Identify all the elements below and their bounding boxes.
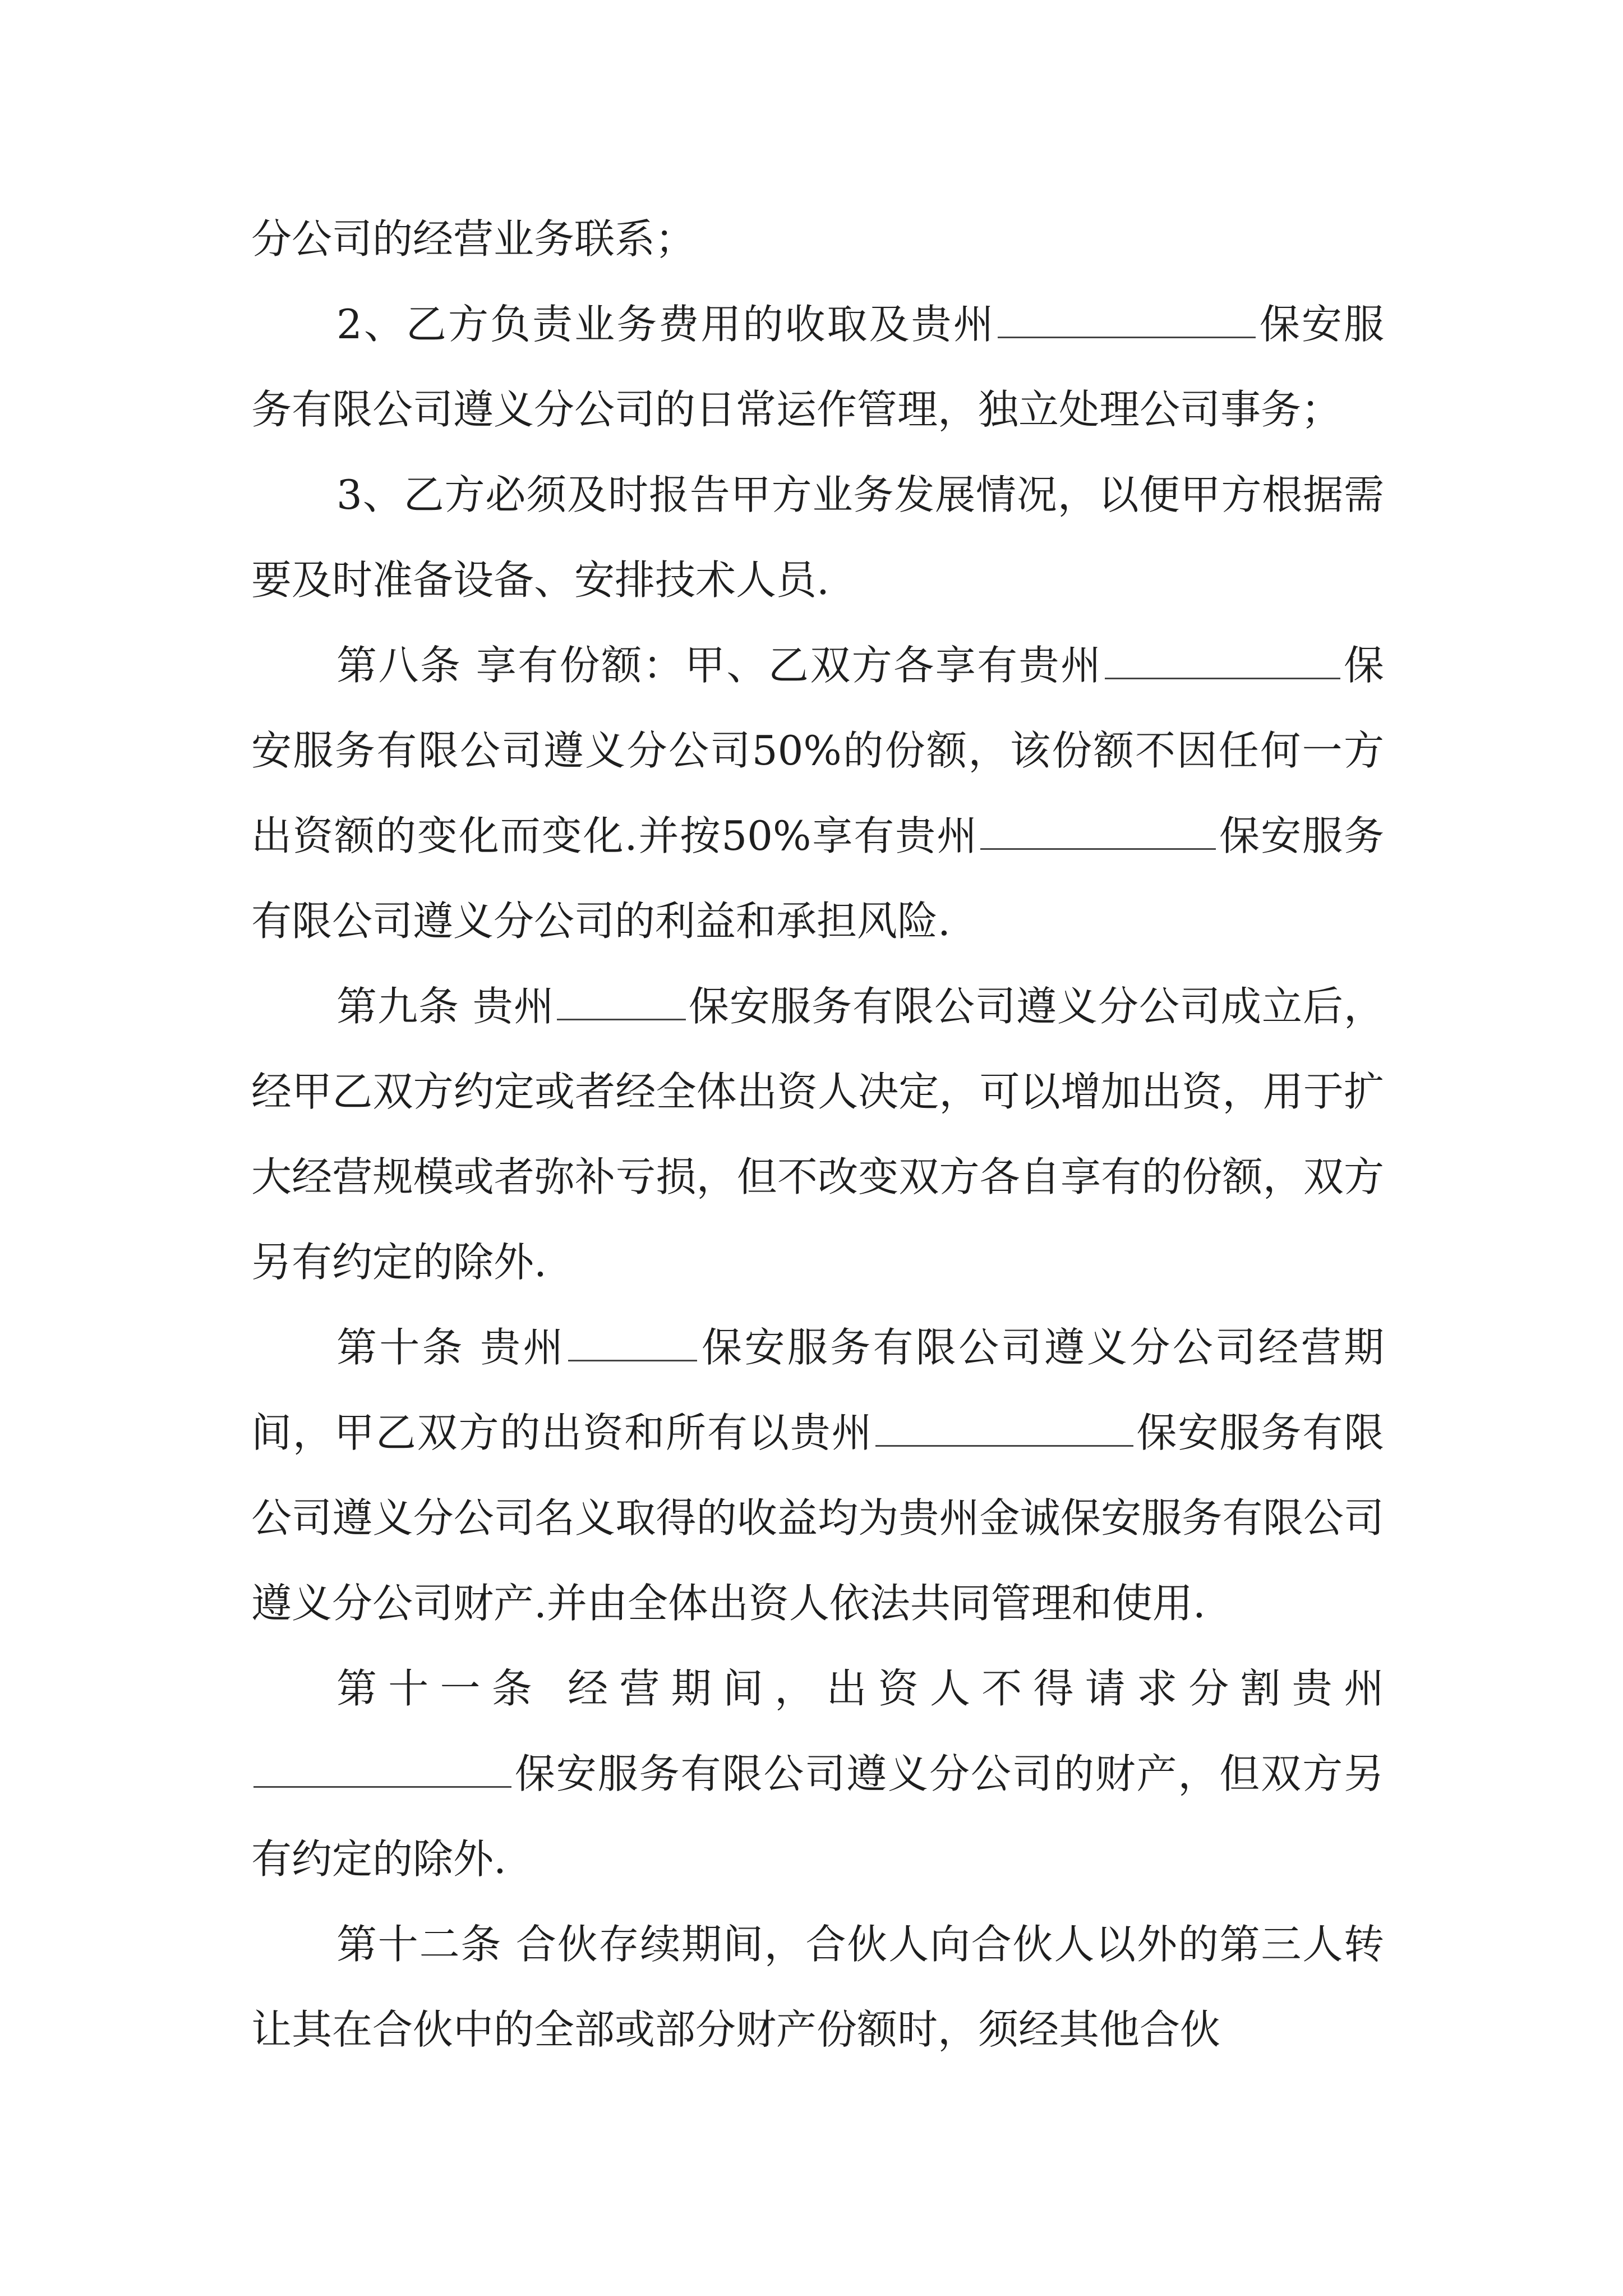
blank-underline [980, 815, 1216, 850]
article-9 [251, 964, 1384, 1305]
paragraph-text: 第十条 贵州 [336, 1324, 566, 1371]
article-11 [251, 1646, 1384, 1902]
paragraph-text: 保安服务有限公司遵义分公司名义取得的收益均为贵州金诚保安服务有限公司遵义分公司财产.并由全体出资人依法共同管理和使用. [251, 1409, 1384, 1627]
blank-underline [998, 303, 1256, 338]
blank-underline [568, 1326, 697, 1361]
blank-underline [875, 1411, 1133, 1447]
paragraph-text: 第十一条 经营期间，出资人不得请求分割贵州 [336, 1665, 1384, 1712]
paragraph-text: 3、乙方必须及时报告甲方业务发展情况，以便甲方根据需要及时准备设备、安排技术人员. [251, 471, 1384, 604]
paragraph-text: 第十二条 合伙存续期间，合伙人向合伙人以外的第三人转让其在合伙中的全部或部分财产份额时，须经其他合伙 [251, 1921, 1384, 2053]
paragraph-1 [251, 196, 1384, 282]
paragraph-text: 保安服务有限公司遵义分公司成立后，经甲乙双方约定或者经全体出资人决定，可以增加出资，用于扩大经营规模或者弥补亏损，但不改变双方各自享有的份额，双方另有约定的除外. [251, 983, 1384, 1286]
paragraph-text: 保安服务有限公司遵义分公司的财产，但双方另有约定的除外. [251, 1750, 1384, 1883]
paragraph-text: 保安服务有限公司遵义分公司50%的份额，该份额不因任何一方出资额的变化而变化.并按50%享有贵州 [251, 642, 1384, 859]
paragraph-text: 保安服务有限公司遵义分公司经营期间，甲乙双方的出资和所有以贵州 [251, 1324, 1384, 1456]
paragraph-text: 第九条 贵州 [336, 983, 555, 1030]
paragraph-text: 第八条 享有份额：甲、乙双方各享有贵州 [336, 642, 1103, 689]
document-body [251, 196, 1384, 2072]
paragraph-3 [251, 452, 1384, 623]
blank-underline [557, 985, 686, 1020]
article-10 [251, 1305, 1384, 1646]
paragraph-text: 保安服务有限公司遵义分公司的日常运作管理，独立处理公司事务； [251, 301, 1384, 433]
blank-underline [1105, 644, 1340, 679]
paragraph-2 [251, 282, 1384, 452]
article-8 [251, 623, 1384, 964]
paragraph-text: 分公司的经营业务联系； [251, 215, 696, 263]
blank-underline [253, 1752, 511, 1788]
article-12 [251, 1902, 1384, 2072]
paragraph-text: 2、乙方负责业务费用的收取及贵州 [336, 301, 995, 348]
paragraph-text: 保安服务有限公司遵义分公司的利益和承担风险. [251, 812, 1384, 945]
